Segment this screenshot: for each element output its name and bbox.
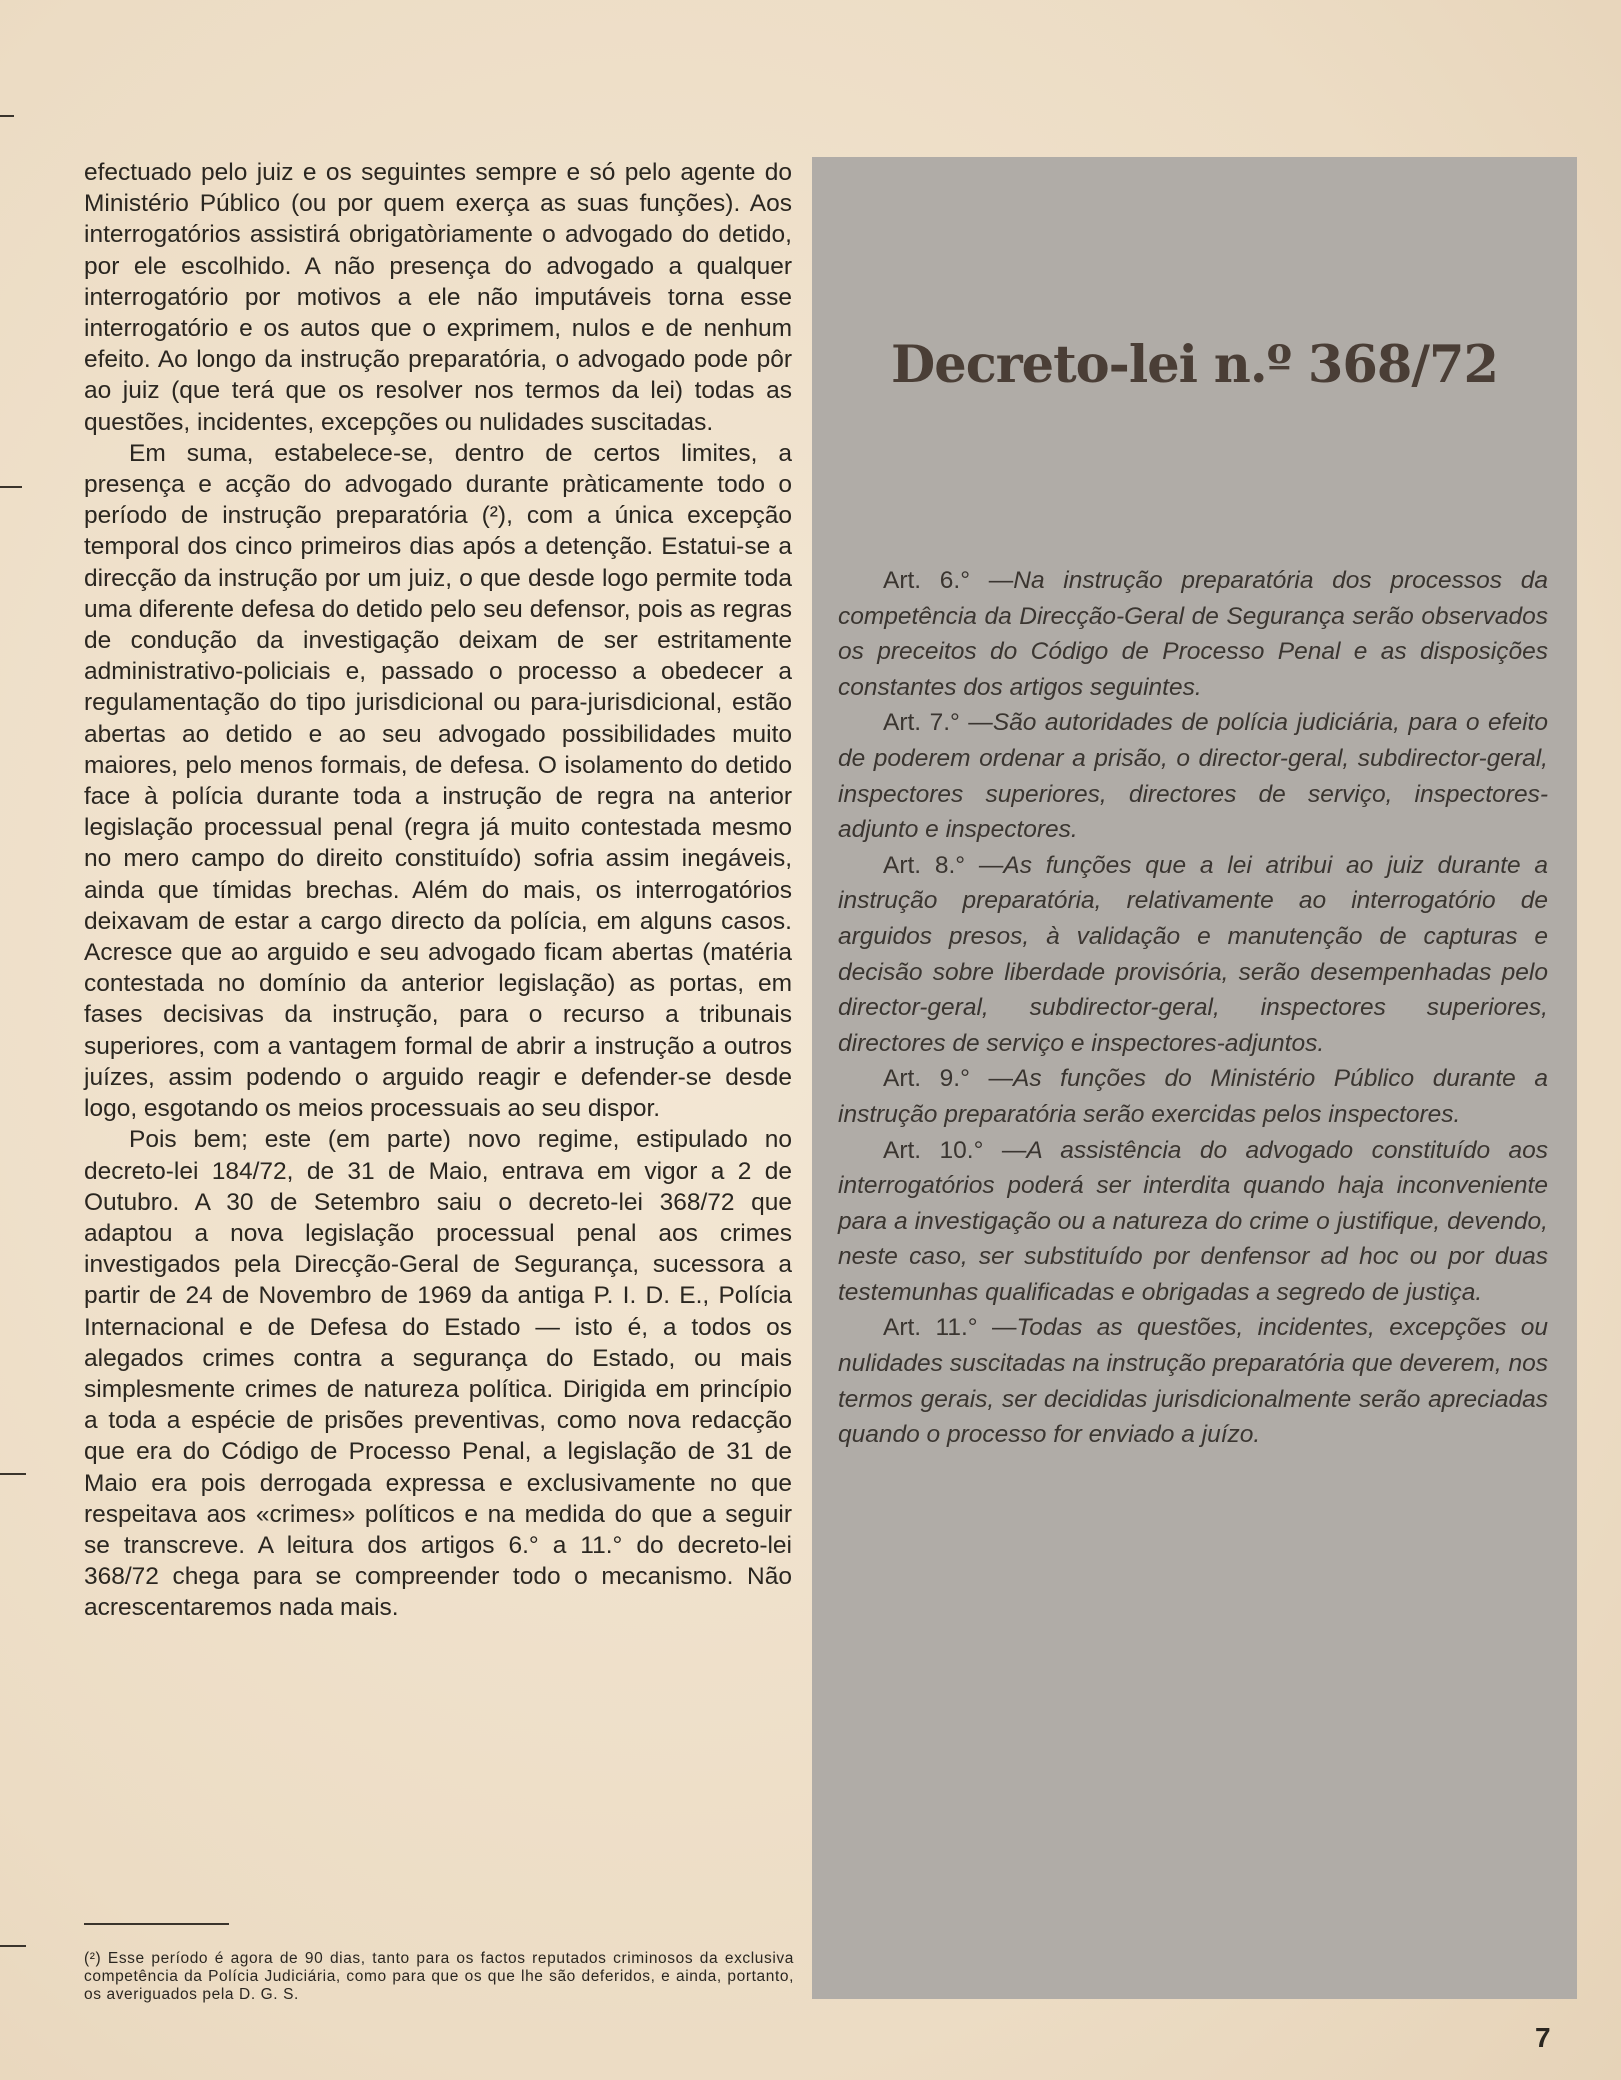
decree-title: Decreto-lei n.º 368/72 [891, 335, 1498, 395]
decree-articles [838, 563, 1548, 1453]
main-text-column [84, 157, 792, 1624]
article-11 [838, 1310, 1548, 1452]
article-number: Art. 11.° — [883, 1314, 1017, 1342]
article-6 [838, 563, 1548, 705]
article-text: Na instrução preparatória dos processos da competência da Direcção-Geral de Segurança serão observados os preceitos do Código de Processo Penal e as disposições constantes dos artigos seguintes. [838, 567, 1548, 701]
article-text: A assistência do advogado constituído aos interrogatórios poderá ser interdita quando haja inconveniente para a investigação ou a natureza do crime o justifique, devendo, neste caso, ser substituído por denfensor ad hoc ou por duas testemunhas qualificadas e obrigadas a segredo de justiça. [838, 1136, 1548, 1306]
page-number: 7 [1535, 2022, 1551, 2053]
article-number: Art. 7.° — [883, 709, 993, 737]
paragraph: Pois bem; este (em parte) novo regime, estipulado no decreto-lei 184/72, de 31 de Maio, entrava em vigor a 2 de Outubro. A 30 de Setembro saiu o decreto-lei 368/72 que adaptou a nova legislação processual penal aos crimes investigados pela Direcção-Geral de Segurança, sucessora a partir de 24 de Novembro de 1969 da antiga P. I. D. E., Polícia Internacional e de Defesa do Estado — isto é, a todos os alegados crimes contra a segurança do Estado, ou mais simplesmente crimes de natureza política. Dirigida em princípio a toda a espécie de prisões preventivas, como nova redacção que era do Código de Processo Penal, a legislação de 31 de Maio era pois derrogada expressa e exclusivamente no que respeitava aos «crimes» políticos e na medida do que a seguir se transcreve. A leitura dos artigos 6.° a 11.° do decreto-lei 368/72 chega para se compreender todo o mecanismo. Não acrescentaremos nada mais. [84, 1126, 792, 1622]
footnote: (²) Esse período é agora de 90 dias, tanto para os factos reputados criminosos da exclusiva competência da Polícia Judiciária, como para que os que lhe são deferidos, e ainda, portanto, os averiguados pela D. G. S. [84, 1950, 794, 2003]
article-9 [838, 1061, 1548, 1132]
article-text: Todas as questões, incidentes, excepções ou nulidades suscitadas na instrução preparatória que deverem, nos termos gerais, ser decididas jurisdicionalmente serão apreciadas quando o processo for enviado a juízo. [838, 1314, 1549, 1449]
binding-mark [0, 115, 14, 117]
article-10 [838, 1133, 1548, 1311]
binding-mark [0, 486, 22, 488]
paragraph: Em suma, estabelece-se, dentro de certos limites, a presença e acção do advogado durante pràticamente todo o período de instrução preparatória (²), com a única excepção temporal dos cinco primeiros dias após a detenção. Estatui-se a direcção da instrução por um juiz, o que desde logo permite toda uma diferente defesa do detido pelo seu defensor, pois as regras de condução da investigação deixam de ser estritamente administrativo-policiais e, passado o processo a obedecer a regulamentação do tipo jurisdicional ou para-jurisdicional, estão abertas ao detido e ao seu advogado possibilidades muito maiores, pelo menos formais, de defesa. O isolamento do detido face à polícia durante toda a instrução de regra na anterior legislação processual penal (regra já muito contestada mesmo no mero campo do direito constituído) sofria assim inegáveis, ainda que tímidas brechas. Além do mais, os interrogatórios deixavam de estar a cargo directo da polícia, em alguns casos. Acresce que ao arguido e seu advogado ficam abertas (matéria contestada no domínio da anterior legislação) as portas, em fases decisivas da instrução, para o recurso a tribunais superiores, com a vantagem formal de abrir a instrução a outros juízes, assim podendo o arguido reagir e defender-se desde logo, esgotando os meios processuais ao seu dispor. [84, 439, 792, 1123]
article-7 [838, 705, 1548, 847]
paragraph: efectuado pelo juiz e os seguintes sempre e só pelo agente do Ministério Público (ou por quem exerça as suas funções). Aos interrogatórios assistirá obrigatòriamente o advogado do detido, por ele escolhido. A não presença do advogado a qualquer interrogatório por motivos a ele não imputáveis torna esse interrogatório e os autos que o exprimem, nulos e de nenhum efeito. Ao longo da instrução preparatória, o advogado pode pôr ao juiz (que terá que os resolver nos termos da lei) todas as questões, incidentes, excepções ou nulidades suscitadas. [84, 159, 792, 436]
article-text: As funções do Ministério Público durante a instrução preparatória serão exercidas pelos inspectores. [838, 1065, 1548, 1128]
binding-mark [0, 1473, 26, 1475]
article-text: São autoridades de polícia judiciária, para o efeito de poderem ordenar a prisão, o director-geral, subdirector-geral, inspectores superiores, directores de serviço, inspectores-adjunto e inspectores. [838, 709, 1548, 844]
article-8 [838, 848, 1548, 1062]
article-number: Art. 9.° — [883, 1065, 1013, 1093]
article-number: Art. 6.° — [883, 567, 1014, 594]
article-number: Art. 8.° — [883, 851, 1004, 879]
footnote-divider [84, 1923, 229, 1925]
article-number: Art. 10.° — [883, 1136, 1027, 1164]
article-text: As funções que a lei atribui ao juiz durante a instrução preparatória, relativamente ao interrogatório de arguidos presos, à validação e manutenção de capturas e decisão sobre liberdade provisória, serão desempenhadas pelo director-geral, subdirector-geral, inspectores superiores, directores de serviço e inspectores-adjuntos. [838, 851, 1549, 1057]
binding-mark [0, 1945, 26, 1947]
